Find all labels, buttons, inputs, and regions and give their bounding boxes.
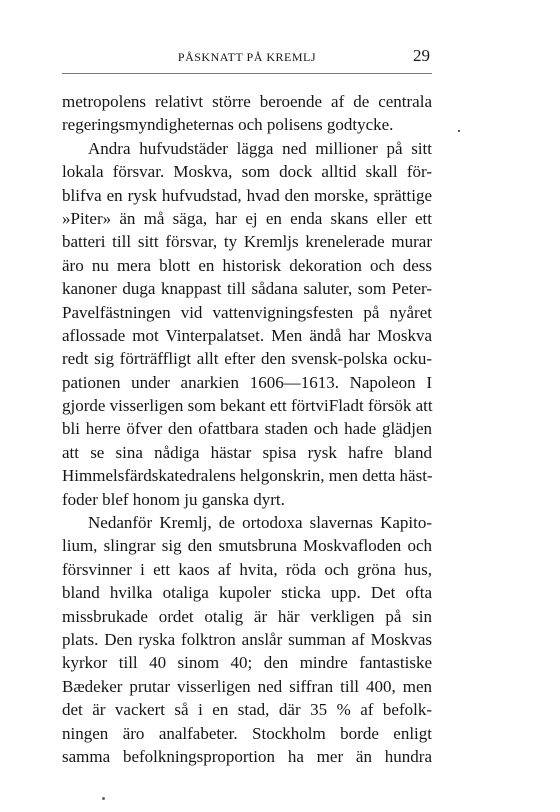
text-line: kyrkor till 40 sinom 40; den mindre fantastiske bbox=[62, 653, 432, 673]
text-line: plats. Den ryska folktron anslår summan af Moskvas bbox=[62, 629, 432, 649]
text-line: blifva en rysk hufvudstad, hvad den morske, sprättige bbox=[62, 185, 432, 205]
text-line: Pavelfästningen vid vattenvigningsfesten på nyåret bbox=[62, 302, 432, 322]
text-line: bli herre öfver den ofattbara staden och hade glädjen bbox=[62, 419, 432, 439]
text-line: Himmelsfärdskatedralens helgonskrin, men detta häst- bbox=[62, 466, 433, 486]
text-line: Bædeker prutar visserligen ned siffran till 400, men bbox=[62, 676, 432, 696]
text-line: kanoner duga knappast till sådana saluter, som Peter- bbox=[62, 279, 432, 299]
running-head bbox=[62, 46, 432, 66]
text-line: foder blef honom ju ganska dyrt. bbox=[62, 489, 285, 509]
text-line: försvinner i ett kaos af hvita, röda och gröna hus, bbox=[62, 559, 432, 579]
text-line: metropolens relativt större beroende af de centrala bbox=[62, 92, 432, 111]
text-line: bland hvilka otaliga kupoler sticka upp. Det ofta bbox=[62, 583, 432, 603]
running-title: PÅSKNATT PÅ KREMLJ bbox=[177, 50, 317, 64]
text-line: lokala försvar. Moskva, som dock alltid skall för- bbox=[62, 162, 432, 182]
text-line: äro nu mera blott en historisk dekoration och dess bbox=[62, 255, 432, 275]
text-line: det är vackert så i en stad, där 35 % af befolk- bbox=[62, 700, 432, 720]
margin-speck bbox=[458, 130, 460, 132]
text-line: Nedanför Kremlj, de ortodoxa slavernas Kapito- bbox=[88, 513, 432, 533]
text-line: redt sig förträffligt allt efter den svensk-polska ocku- bbox=[62, 349, 432, 369]
text-line: lium, slingrar sig den smutsbruna Moskvafloden och bbox=[62, 536, 432, 556]
text-line: ningen äro analfabeter. Stockholm borde enligt bbox=[62, 723, 432, 743]
text-line: gjorde visserligen som bekant ett förtviFladt försök att bbox=[62, 396, 433, 416]
text-line: att se sina nådiga hästar spisa rysk hafre bland bbox=[62, 442, 432, 462]
text-line: Andra hufvudstäder lägga ned millioner på sitt bbox=[88, 138, 432, 158]
page-number: 29 bbox=[413, 46, 430, 65]
body-text bbox=[62, 90, 432, 768]
text-line: aflossade mot Vinterpalatset. Men ändå har Moskva bbox=[62, 325, 432, 345]
page-speck bbox=[102, 797, 105, 800]
text-line: missbrukade ordet otalig är här verkligen på sin bbox=[62, 606, 432, 626]
text-line: »Piter» än må säga, har ej en enda skans eller ett bbox=[62, 208, 432, 228]
text-line: pationen under anarkien 1606—1613. Napoleon I bbox=[62, 372, 432, 392]
text-line: regeringsmyndigheternas och polisens godtycke. bbox=[62, 115, 394, 135]
text-line: samma befolkningsproportion ha mer än hundra bbox=[62, 746, 432, 766]
header-rule bbox=[62, 73, 432, 74]
text-line: batteri till sitt försvar, ty Kremljs krenelerade murar bbox=[62, 232, 432, 252]
